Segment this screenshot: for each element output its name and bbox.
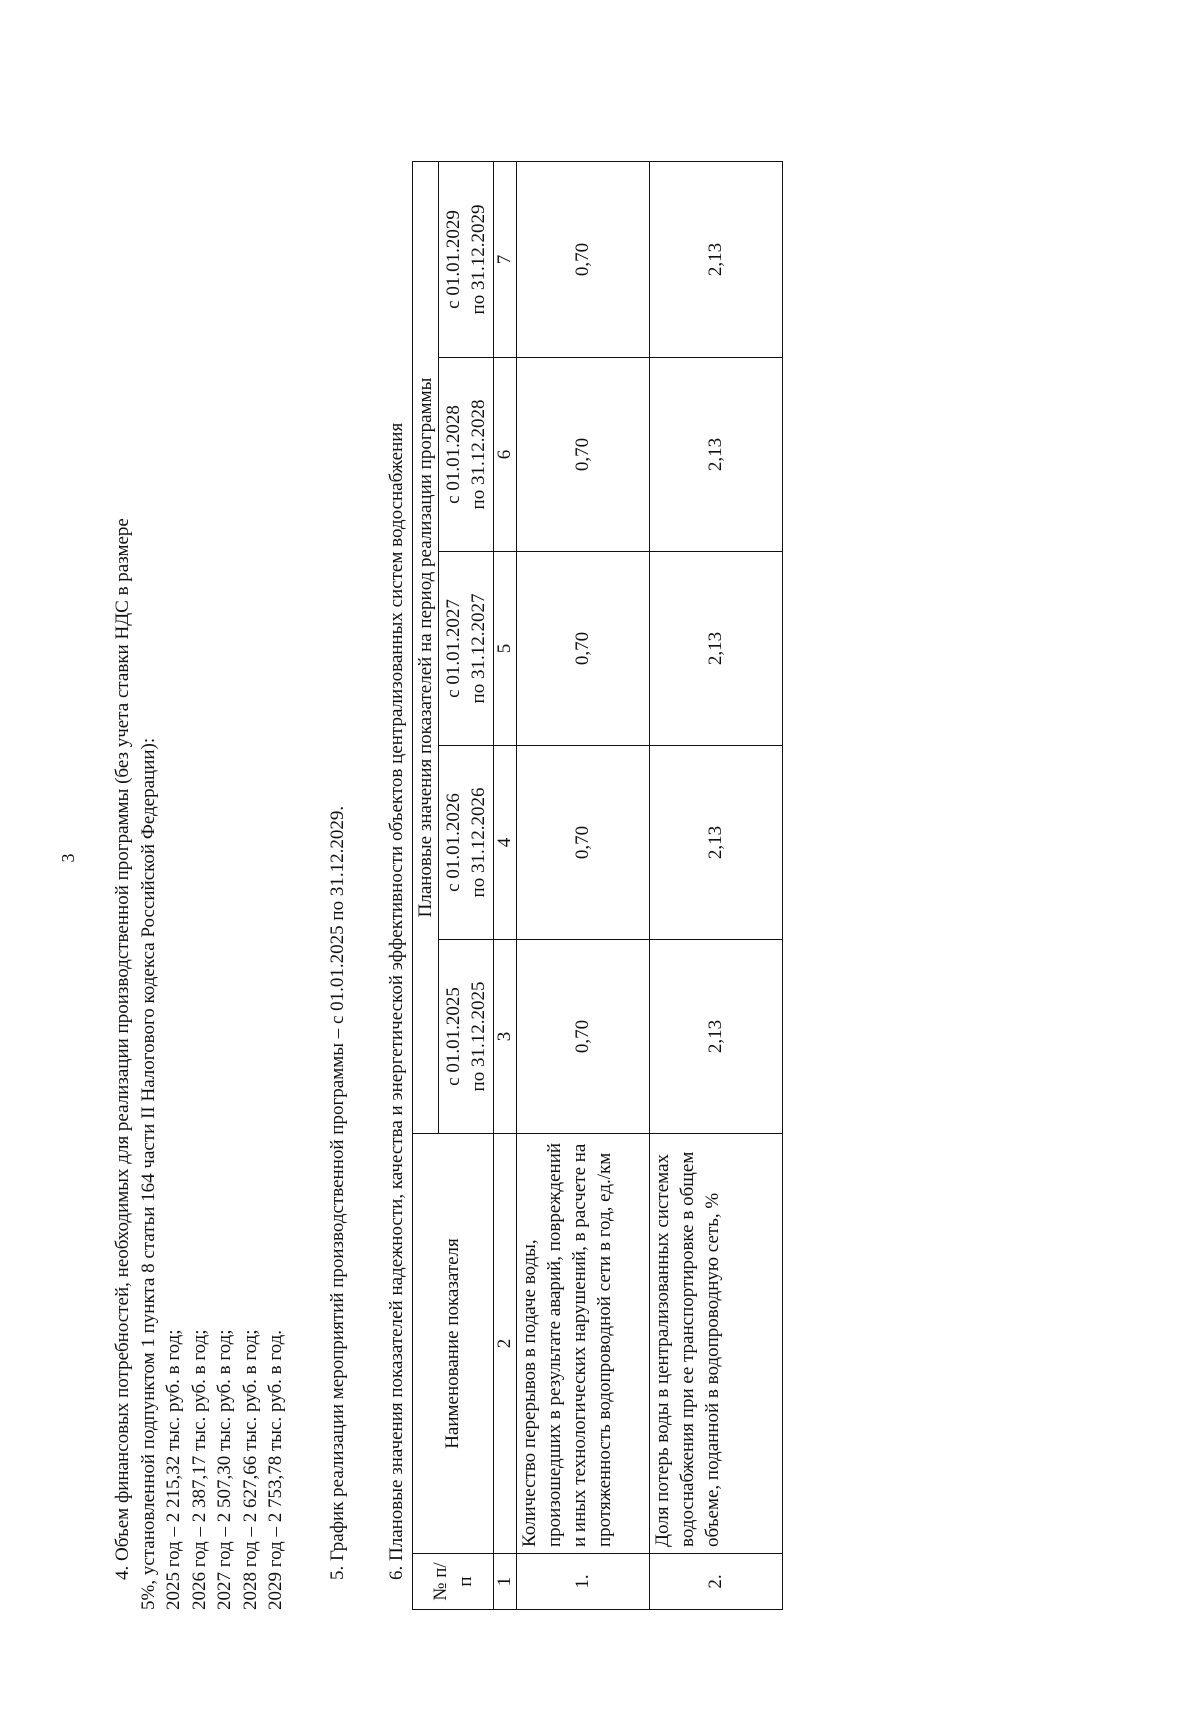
period-to: по 31.12.2027 [467, 593, 489, 704]
period-to: по 31.12.2025 [467, 981, 489, 1092]
period-from: с 01.01.2029 [442, 210, 464, 309]
column-number: 4 [493, 746, 516, 940]
header-period-2025 [438, 940, 493, 1134]
row-num: 1. [516, 1554, 649, 1610]
year-2029-amount: 2029 год – 2 753,78 тыс. руб. в год. [265, 1329, 286, 1610]
row-name: Доля потерь воды в централизованных системах водоснабжения при ее транспортировке в общем объеме, поданной в водопроводную сеть, % [649, 1134, 782, 1554]
section-4-line: 4. Объем финансовых потребностей, необходимых для реализации производственной программы (без учета ставки НДС в размере [112, 518, 133, 1580]
table-row [649, 162, 782, 1610]
period-from: с 01.01.2028 [442, 405, 464, 504]
row-value: 2,13 [649, 162, 782, 358]
row-value: 0,70 [516, 358, 649, 552]
header-num: № п/п [412, 1554, 493, 1610]
period-from: с 01.01.2027 [442, 599, 464, 698]
row-value: 0,70 [516, 940, 649, 1134]
indicators-table [412, 161, 783, 1610]
period-to: по 31.12.2029 [467, 204, 489, 315]
column-number: 7 [493, 162, 516, 358]
page-number: 3 [58, 853, 78, 863]
row-value: 0,70 [516, 162, 649, 358]
header-group: Плановые значения показателей на период реализации программы [412, 162, 438, 1134]
column-number: 5 [493, 552, 516, 746]
header-period-2027 [438, 552, 493, 746]
section-4-financial-needs [110, 150, 289, 1610]
period-from: с 01.01.2025 [442, 987, 464, 1086]
row-name: Количество перерывов в подаче воды, произошедших в результате аварий, повреждений и иных технологических нарушений, в расчете на протяженность водопроводной сети в год, ед./км [516, 1134, 649, 1554]
row-value: 2,13 [649, 552, 782, 746]
row-value: 0,70 [516, 552, 649, 746]
table-row [516, 162, 649, 1610]
section-5-schedule: 5. График реализации мероприятий производственной программы – с 01.01.2025 по 31.12.2029. [326, 805, 348, 1580]
period-to: по 31.12.2026 [467, 787, 489, 898]
year-2028-amount: 2028 год – 2 627,66 тыс. руб. в год; [239, 1329, 261, 1610]
section-6-heading: 6. Плановые значения показателей надежности, качества и энергетической эффективности объектов централизованных систем водоснабжения [386, 422, 407, 1580]
year-2027-amount: 2027 год – 2 507,30 тыс. руб. в год; [214, 1329, 235, 1610]
section-4-line: 5%, установленной подпунктом 1 пункта 8 статьи 164 части II Налогового кодекса Российской Федерации): [137, 737, 159, 1610]
header-period-2028 [438, 358, 493, 552]
header-name: Наименование показателя [412, 1134, 493, 1554]
column-number: 6 [493, 358, 516, 552]
row-value: 2,13 [649, 746, 782, 940]
row-value: 2,13 [649, 940, 782, 1134]
year-2026-amount: 2026 год – 2 387,17 тыс. руб. в год; [188, 1329, 210, 1610]
column-number: 2 [493, 1134, 516, 1554]
column-number: 1 [493, 1554, 516, 1610]
header-period-2026 [438, 746, 493, 940]
period-from: с 01.01.2026 [442, 793, 464, 892]
year-2025-amount: 2025 год – 2 215,32 тыс. руб. в год; [163, 1329, 184, 1610]
row-value: 2,13 [649, 358, 782, 552]
column-number: 3 [493, 940, 516, 1134]
rotated-content [110, 150, 1110, 1610]
header-period-2029 [438, 162, 493, 358]
row-value: 0,70 [516, 746, 649, 940]
period-to: по 31.12.2028 [467, 399, 489, 510]
row-num: 2. [649, 1554, 782, 1610]
